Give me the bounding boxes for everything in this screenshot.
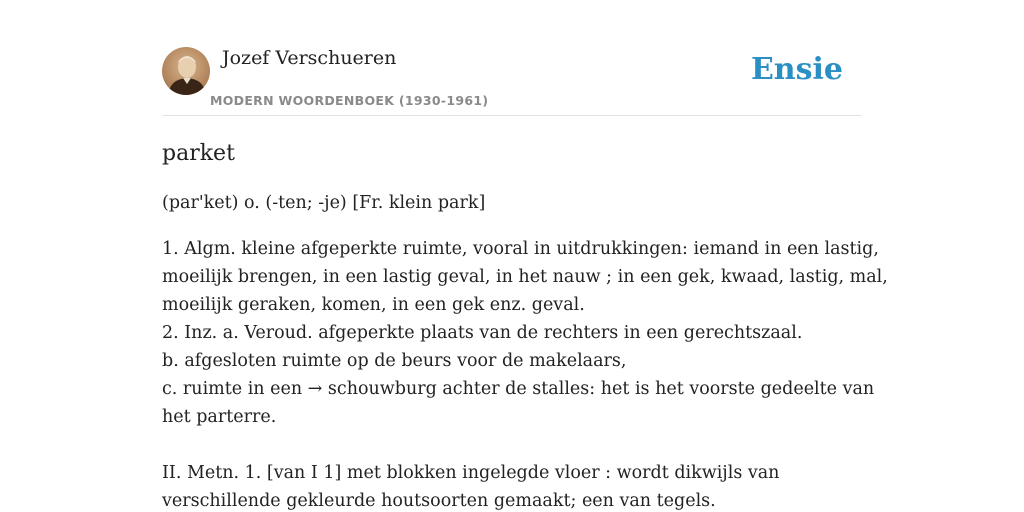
author-portrait-image <box>162 47 210 95</box>
definition-line: c. ruimte in een → schouwburg achter de stalles: het is het voorste gedeelte van <box>162 379 875 399</box>
header <box>162 46 862 116</box>
entry-content <box>162 138 888 512</box>
entry-grammar: (par'ket) o. (-ten; -je) [Fr. klein park] <box>162 193 486 213</box>
definition-line: verschillende gekleurde houtsoorten gemaakt; een van tegels. <box>162 491 716 511</box>
definition-line: b. afgesloten ruimte op de beurs voor de makelaars, <box>162 351 627 371</box>
ensie-logo[interactable]: Ensie <box>750 52 843 87</box>
definition-line: moeilijk brengen, in een lastig geval, in het nauw ; in een gek, kwaad, lastig, mal, <box>162 267 888 287</box>
entry-definition <box>162 235 888 512</box>
author-name[interactable]: Jozef Verschueren <box>222 47 397 69</box>
definition-line: 2. Inz. a. Veroud. afgeperkte plaats van de rechters in een gerechtszaal. <box>162 323 803 343</box>
definition-line: het parterre. <box>162 407 277 427</box>
definition-line: moeilijk geraken, komen, in een gek enz. geval. <box>162 295 585 315</box>
definition-spacer <box>162 431 862 459</box>
definition-line: II. Metn. 1. [van I 1] met blokken ingelegde vloer : wordt dikwijls van <box>162 463 780 483</box>
entry-headword: parket <box>162 141 235 166</box>
author-avatar[interactable] <box>162 47 210 95</box>
source-label[interactable]: MODERN WOORDENBOEK (1930-1961) <box>210 93 489 108</box>
definition-line: 1. Algm. kleine afgeperkte ruimte, vooral in uitdrukkingen: iemand in een lastig, <box>162 239 879 259</box>
